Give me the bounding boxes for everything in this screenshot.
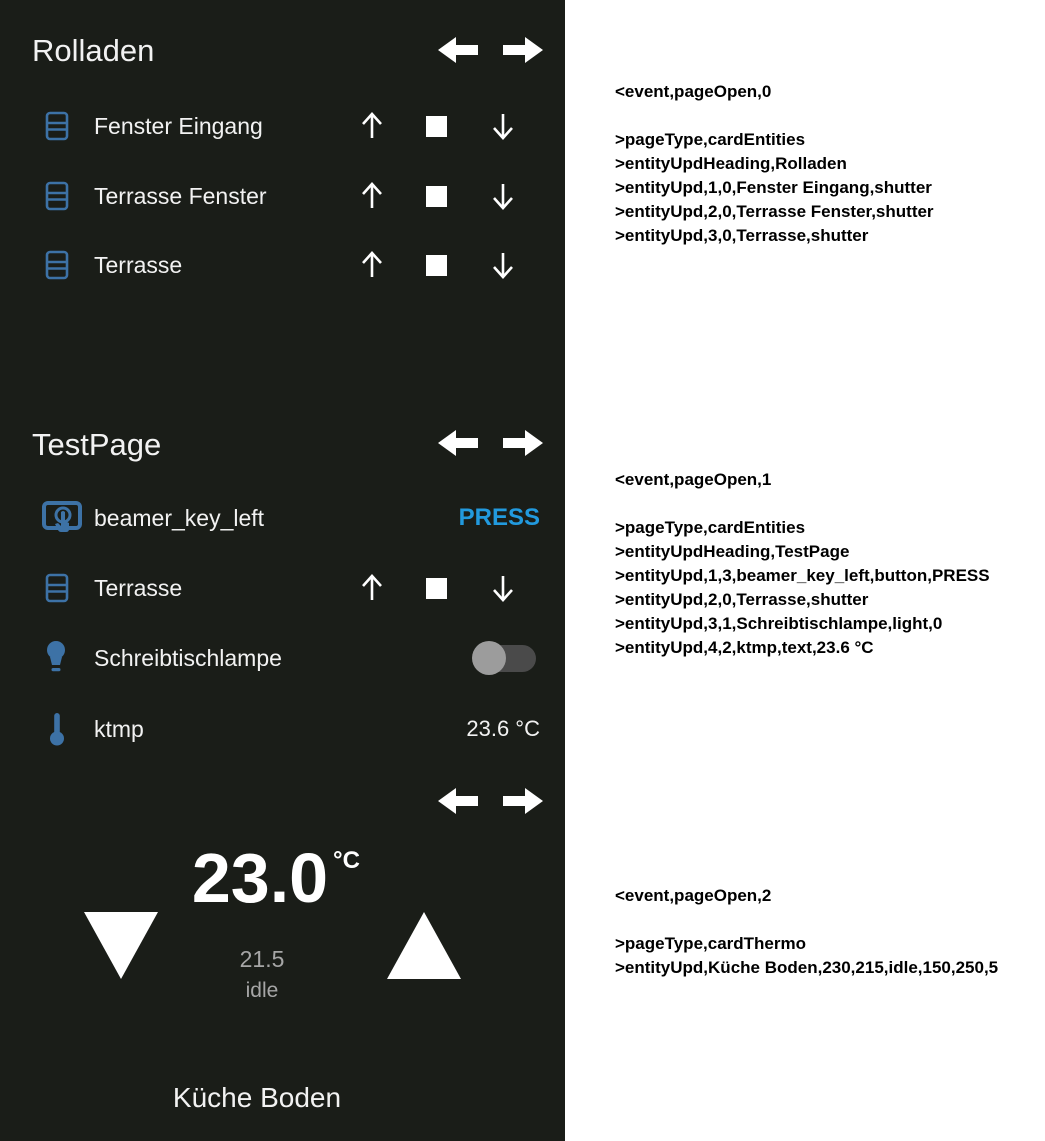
- arrow-up-icon: [359, 573, 385, 603]
- protocol-line: [615, 908, 998, 932]
- arrow-down-icon: [490, 111, 516, 141]
- entity-row: [0, 174, 565, 218]
- protocol-line: >pageType,cardThermo: [615, 934, 806, 953]
- nav-next-button[interactable]: [503, 428, 543, 458]
- shutter-stop-button[interactable]: [426, 578, 447, 599]
- shutter-up-button[interactable]: [359, 250, 385, 280]
- shutter-down-button[interactable]: [490, 181, 516, 211]
- thermostat-title: Küche Boden: [172, 1082, 342, 1113]
- protocol-line: >entityUpd,1,0,Fenster Eingang,shutter: [615, 178, 932, 197]
- protocol-block-page2: [615, 884, 998, 980]
- touch-button-icon: [41, 498, 83, 543]
- page-title: TestPage: [32, 427, 162, 462]
- protocol-line: [615, 492, 990, 516]
- temp-increase-button[interactable]: [387, 912, 461, 979]
- protocol-line: >entityUpdHeading,Rolladen: [615, 154, 847, 173]
- arrow-up-icon: [359, 181, 385, 211]
- temperature-unit: °C: [333, 847, 360, 874]
- arrow-left-icon: [438, 35, 478, 65]
- protocol-line: >entityUpd,3,0,Terrasse,shutter: [615, 226, 869, 245]
- arrow-left-icon: [438, 428, 478, 458]
- shutter-icon: [45, 181, 69, 216]
- protocol-block-page0: [615, 80, 934, 248]
- protocol-line: >entityUpd,3,1,Schreibtischlampe,light,0: [615, 614, 943, 633]
- nav-prev-button[interactable]: [438, 428, 478, 458]
- arrow-up-icon: [359, 111, 385, 141]
- entity-label: beamer_key_left: [94, 505, 265, 531]
- shutter-up-button[interactable]: [359, 573, 385, 603]
- shutter-up-button[interactable]: [359, 181, 385, 211]
- entity-label: Fenster Eingang: [94, 113, 263, 139]
- thermometer-icon: [49, 712, 65, 751]
- entity-label: ktmp: [94, 716, 144, 742]
- arrow-left-icon: [438, 786, 478, 816]
- protocol-line: >entityUpd,4,2,ktmp,text,23.6 °C: [615, 638, 874, 657]
- arrow-down-icon: [490, 573, 516, 603]
- entity-value: 23.6 °C: [466, 716, 540, 741]
- target-temperature: 21.5: [239, 946, 285, 972]
- protocol-line: >entityUpdHeading,TestPage: [615, 542, 850, 561]
- shutter-stop-button[interactable]: [426, 116, 447, 137]
- protocol-line: <event,pageOpen,1: [615, 470, 772, 489]
- protocol-line: >entityUpd,Küche Boden,230,215,idle,150,250,5: [615, 958, 999, 977]
- entity-row: [0, 707, 565, 751]
- protocol-line: >entityUpd,2,0,Terrasse Fenster,shutter: [615, 202, 934, 221]
- protocol-line: <event,pageOpen,0: [615, 82, 772, 101]
- current-temperature: 23.0: [191, 839, 329, 917]
- shutter-icon: [45, 111, 69, 146]
- protocol-line: >pageType,cardEntities: [615, 130, 806, 149]
- arrow-down-icon: [490, 181, 516, 211]
- protocol-line: [615, 104, 934, 128]
- entity-row: [0, 636, 565, 680]
- entity-row: [0, 566, 565, 610]
- temp-decrease-button[interactable]: [84, 912, 158, 979]
- shutter-down-button[interactable]: [490, 250, 516, 280]
- arrow-right-icon: [503, 428, 543, 458]
- entity-row: [0, 104, 565, 148]
- shutter-icon: [45, 250, 69, 285]
- light-toggle[interactable]: [480, 645, 536, 672]
- protocol-line: <event,pageOpen,2: [615, 886, 772, 905]
- arrow-right-icon: [503, 35, 543, 65]
- shutter-stop-button[interactable]: [426, 186, 447, 207]
- shutter-down-button[interactable]: [490, 573, 516, 603]
- nav-prev-button[interactable]: [438, 35, 478, 65]
- toggle-knob: [472, 641, 506, 675]
- entity-label: Terrasse: [94, 252, 183, 278]
- protocol-line: >pageType,cardEntities: [615, 518, 806, 537]
- entity-row: [0, 496, 565, 540]
- shutter-stop-button[interactable]: [426, 255, 447, 276]
- arrow-right-icon: [503, 786, 543, 816]
- protocol-line: >entityUpd,2,0,Terrasse,shutter: [615, 590, 869, 609]
- nav-prev-button[interactable]: [438, 786, 478, 816]
- protocol-line: >entityUpd,1,3,beamer_key_left,button,PRESS: [615, 566, 990, 585]
- shutter-down-button[interactable]: [490, 111, 516, 141]
- page-title: Rolladen: [32, 33, 155, 68]
- shutter-icon: [45, 573, 69, 608]
- protocol-block-page1: [615, 468, 990, 660]
- shutter-up-button[interactable]: [359, 111, 385, 141]
- entity-label: Terrasse Fenster: [94, 183, 267, 209]
- entity-label: Schreibtischlampe: [94, 645, 282, 671]
- arrow-up-icon: [359, 250, 385, 280]
- entity-row: [0, 243, 565, 287]
- nav-next-button[interactable]: [503, 786, 543, 816]
- entity-label: Terrasse: [94, 575, 183, 601]
- lightbulb-icon: [46, 639, 66, 682]
- nav-next-button[interactable]: [503, 35, 543, 65]
- hvac-state: idle: [245, 979, 279, 1002]
- press-button[interactable]: PRESS: [458, 504, 540, 531]
- arrow-down-icon: [490, 250, 516, 280]
